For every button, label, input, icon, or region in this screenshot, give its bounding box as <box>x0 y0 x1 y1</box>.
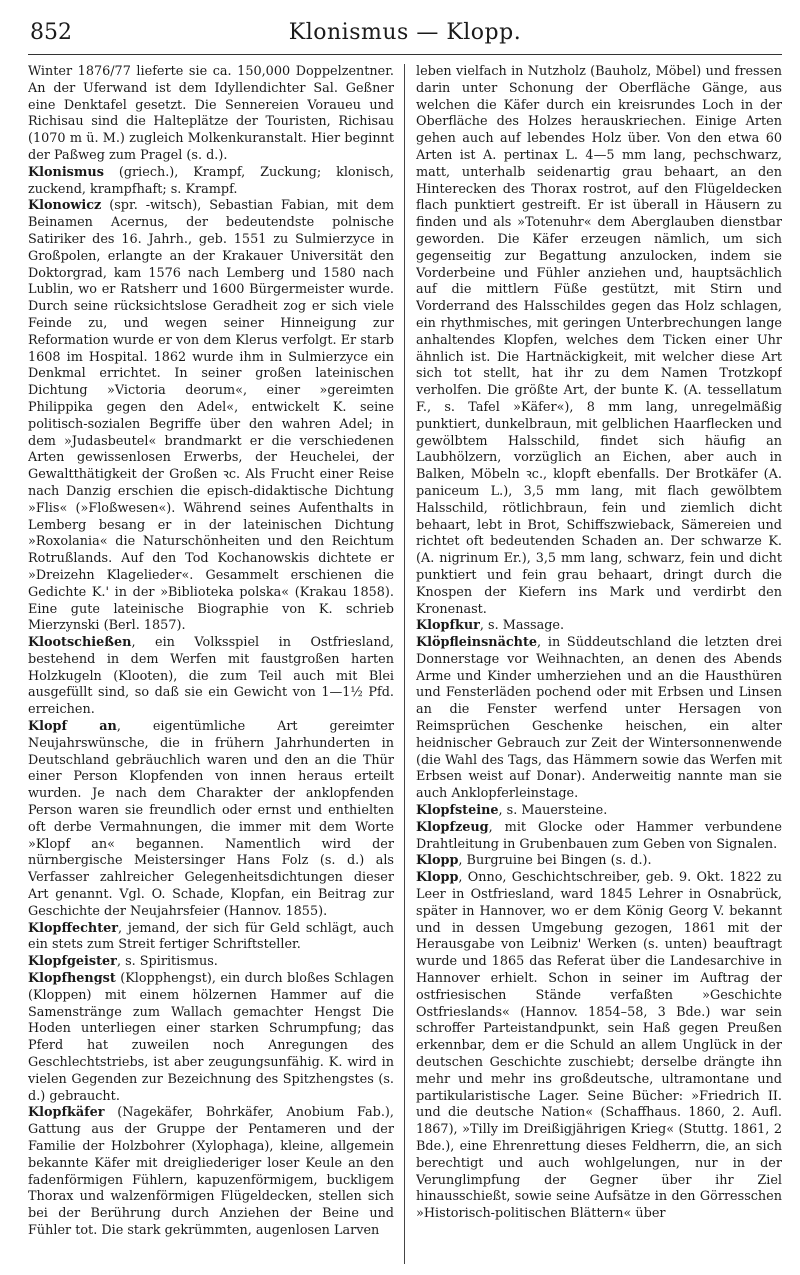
entry-headword: Klopffechter <box>28 920 119 936</box>
dictionary-entry <box>28 635 394 719</box>
entry-text: , ein Volksspiel in Ostfriesland, bestehend in dem Werfen mit faustgroßen harten Holzkugeln (Klooten), die zum Teil auch mit Blei ausgefüllt sind, so daß sie ein Gewicht von 1—1½ Pfd. erreichen. <box>28 635 394 718</box>
entry-headword: Klopfkäfer <box>28 1105 105 1121</box>
entry-text: , in Süddeutschland die letzten drei Donnerstage vor Weihnachten, an denen des Abends Arme und Kinder umherziehen und an die Hausthüren und Fensterläden pochend oder mit Erbsen und Linsen an die Fenster werfend unter Hersagen von Reimsprüchen Geschenke heischen, ein alter heidnischer Gebrauch zur Zeit der Wintersonnenwende (die Wahl des Tags, das Hämmern sowie das Werfen mit Erbsen weist auf Donar). Anderweitig nannte man sie auch Anklopferleinstage. <box>416 635 782 802</box>
dictionary-entry <box>28 165 394 199</box>
entry-headword: Klopp <box>416 870 459 886</box>
left-column <box>28 64 394 1264</box>
dictionary-entry <box>28 954 394 971</box>
entry-headword: Klopf an <box>28 719 117 735</box>
entry-headword: Klopp <box>416 853 459 869</box>
entry-headword: Klopfgeister <box>28 954 117 970</box>
entry-headword: Klonowicz <box>28 198 102 214</box>
entry-text: , s. Spiritismus. <box>116 954 218 970</box>
entry-headword: Klonismus <box>28 164 104 180</box>
entry-text: (griech.), Krampf, Zuckung; klonisch, zuckend, krampfhaft; s. Krampf. <box>28 164 394 197</box>
entry-headword: Klöpfleinsnächte <box>416 635 538 651</box>
entry-text: Winter 1876/77 lieferte sie ca. 150,000 Doppelzentner. An der Uferwand ist dem Idyllendichter Sal. Geßner eine Denktafel gesetzt. Die Sennereien Voraueu und Richisau sind die Halteplätze der Touristen, Richisau (1070 m ü. M.) zugleich Molkenkuranstalt. Hier beginnt der Paßweg zum Pragel (s. d.). <box>28 64 394 163</box>
dictionary-entry <box>28 719 394 921</box>
running-head: Klonismus — Klopp. <box>288 20 522 45</box>
entry-text: , eigentümliche Art gereimter Neujahrswünsche, die in frühern Jahrhunderten in Deutschland gebräuchlich waren und den an die Thür einer Person Klopfenden von innen heraus erteilt wurden. Je nach dem Charakter der anklopfenden Person waren sie freundlich oder ernst und enthielten oft derbe Vermahnungen, die immer mit dem Worte »Klopf an« begannen. Namentlich wird der nürnbergische Meistersinger Hans Folz (s. d.) als Verfasser zahlreicher Gelegenheitsdichtungen dieser Art genannt. Vgl. O. Schade, Klopfan, ein Beitrag zur Geschichte der Neujahrsfeier (Hannov. 1855). <box>28 719 394 919</box>
entry-text: , Onno, Geschichtschreiber, geb. 9. Okt. 1822 zu Leer in Ostfriesland, ward 1845 Lehrer in Osnabrück, später in Hannover, wo er dem König Georg V. bekannt und in dessen Umgebung gezogen, 1861 mit der Herausgabe von Leibniz' Werken (s. unten) beauftragt wurde und 1865 das Referat über die Landesarchive in Hannover erhielt. Schon in seiner im Auftrag der ostfriesischen Stände verfaßten »Geschichte Ostfrieslands« (Hannov. 1854–58, 3 Bde.) war sein schroffer Parteistandpunkt, sein Haß gegen Preußen erkennbar, dem er die Schuld an allem Unglück in der deutschen Geschichte zuschiebt; derselbe drängte ihn mehr und mehr ins großdeutsche, ultramontane und partikularistische Lager. Seine Bücher: »Friedrich II. und die deutsche Nation« (Schaffhaus. 1860, 2. Aufl. 1867), »Tilly im Dreißigjährigen Krieg« (Stuttg. 1861, 2 Bde.), eine Ehrenrettung dieses Feldherrn, die, an sich berechtigt und auch wohlgelungen, nur in der Verunglimpfung der Gegner über ihr Ziel hinausschießt, sowie seine Aufsätze in den Görresschen »Historisch-politischen Blättern« über <box>416 870 782 1222</box>
entry-text: , jemand, der sich für Geld schlägt, auch ein stets zum Streit fertiger Schriftsteller. <box>28 920 394 953</box>
entry-text: , mit Glocke oder Hammer verbundene Drahtleitung in Grubenbauen zum Geben von Signalen. <box>416 819 782 852</box>
entry-text: leben vielfach in Nutzholz (Bauholz, Möbel) und fressen darin unter Schonung der Oberfläche Gänge, aus welchen die Käfer durch ein kreisrundes Loch in der Oberfläche des Holzes herauskriechen. Einige Arten gehen auch auf lebendes Holz über. Von den etwa 60 Arten ist A. pertinax L. 4—5 mm lang, pechschwarz, matt, unterhalb seidenartig grau behaart, an den Hinterecken des Thorax rostrot, auf den Flügeldecken flach punktiert gestreift. Er ist überall in Häusern zu finden und als »Totenuhr« dem Aberglauben dienstbar geworden. Die Käfer erzeugen nämlich, um sich gegenseitig zur Begattung anzulocken, indem sie Vorderbeine und Fühler anziehen und, hauptsächlich auf die mittlern Füße gestützt, mit Stirn und Vorderrand des Halsschildes gegen das Holz schlagen, ein rhythmisches, mit geringen Unterbrechungen lange anhaltendes Klopfen, welches dem Ticken einer Uhr ähnlich ist. Die Hartnäckigkeit, mit welcher diese Art sich tot stellt, hat ihr zu dem Namen Trotzkopf verholfen. Die größte Art, der bunte K. (A. tessellatum F., s. Tafel »Käfer«), 8 mm lang, unregelmäßig punktiert, dunkelbraun, mit gelblichen Haarflecken und gewölbtem Halsschild, findet sich häufig an Laubhölzern, vorzüglich an Eichen, aber auch in Balken, Möbeln ꝛc., klopft ebenfalls. Der Brotkäfer (A. paniceum L.), 3,5 mm lang, mit flach gewölbtem Halsschild, rötlichbraun, fein und ziemlich dicht behaart, lebt in Brot, Schiffszwieback, Sämereien und richtet oft bedeutenden Schaden an. Der schwarze K. (A. nigrinum Er.), 3,5 mm lang, schwarz, fein und dicht punktiert und fein grau behaart, dringt durch die Knospen der Kiefern ins Mark und verdirbt den Kronenast. <box>416 64 782 617</box>
entry-text: , s. Massage. <box>479 618 565 634</box>
dictionary-entry <box>416 803 782 820</box>
entry-headword: Klopfsteine <box>416 803 499 819</box>
entry-text: , Burgruine bei Bingen (s. d.). <box>458 853 652 869</box>
dictionary-entry <box>28 921 394 955</box>
entry-text: (spr. -witsch), Sebastian Fabian, mit dem Beinamen Acernus, der bedeutendste polnische Satiriker des 16. Jahrh., geb. 1551 zu Sulmierzyce in Großpolen, erlangte an der Krakauer Universität den Doktorgrad, kam 1576 nach Lemberg und 1580 nach Lublin, wo er Ratsherr und 1600 Bürgermeister wurde. Durch seine rücksichtslose Geradheit zog er sich viele Feinde zu, und wegen seiner Hinneigung zur Reformation wurde er von dem Klerus verfolgt. Er starb 1608 im Hospital. 1862 wurde ihm in Sulmierzyce ein Denkmal errichtet. In seiner großen lateinischen Dichtung »Victoria deorum«, einer »gereimten Philippika gegen den Adel«, entwickelt K. seine politisch-sozialen Begriffe über den wahren Adel; in dem »Judasbeutel« brandmarkt er die verschiedenen Arten gewissenlosen Erwerbs, der Heuchelei, der Gewaltthätigkeit der Großen ꝛc. Als Frucht einer Reise nach Danzig erschien die episch-didaktische Dichtung »Flis« (»Floßwesen«). Während seines Aufenthalts in Lemberg besang er in der lateinischen Dichtung »Roxolania« die Naturschönheiten und den Reichtum Rotrußlands. Auf den Tod Kochanowskis dichtete er »Dreizehn Klagelieder«. Gesammelt erschienen die Gedichte K.' in der »Biblioteka polska« (Krakau 1858). Eine gute lateinische Biographie von K. schrieb Mierzynski (Berl. 1857). <box>28 198 394 634</box>
entry-headword: Klopfkur <box>416 618 480 634</box>
entry-headword: Klootschießen <box>28 635 132 651</box>
dictionary-entry <box>416 820 782 854</box>
entry-text: (Klopphengst), ein durch bloßes Schlagen (Kloppen) mit einem hölzernen Hammer auf die Samenstränge zum Wallach gemachter Hengst Die Hoden unterliegen einer starken Schrumpfung; das Pferd hat zuweilen noch Anregungen des Geschlechtstriebs, ist aber zeugungsunfähig. K. wird in vielen Gegenden zur Bezeichnung des Spitzhengstes (s. d.) gebraucht. <box>28 971 394 1104</box>
entry-headword: Klopfzeug <box>416 819 489 835</box>
entry-text: , s. Mauersteine. <box>498 803 608 819</box>
dictionary-entry <box>28 971 394 1105</box>
dictionary-entry <box>416 635 782 803</box>
entry-text: (Nagekäfer, Bohrkäfer, Anobium Fab.), Gattung aus der Gruppe der Pentameren und der Familie der Holzbohrer (Xylophaga), kleine, allgemein bekannte Käfer mit dreigliederiger loser Keule an den fadenförmigen Fühlern, kapuzenförmigem, buckligem Thorax und walzenförmigen Flügeldecken, stellen sich bei der Berührung durch Anziehen der Beine und Fühler tot. Die stark gekrümmten, augenlosen Larven <box>28 1105 394 1238</box>
column-divider <box>404 64 405 1264</box>
page-number: 852 <box>30 20 72 45</box>
dictionary-entry <box>28 198 394 635</box>
entry-headword: Klopfhengst <box>28 971 116 987</box>
dictionary-entry <box>28 64 394 165</box>
right-column <box>416 64 782 1264</box>
page-header <box>28 12 782 55</box>
dictionary-entry <box>28 1105 394 1239</box>
dictionary-entry <box>416 618 782 635</box>
text-columns <box>28 64 782 1264</box>
dictionary-entry <box>416 64 782 618</box>
dictionary-entry <box>416 853 782 870</box>
dictionary-entry <box>416 870 782 1223</box>
